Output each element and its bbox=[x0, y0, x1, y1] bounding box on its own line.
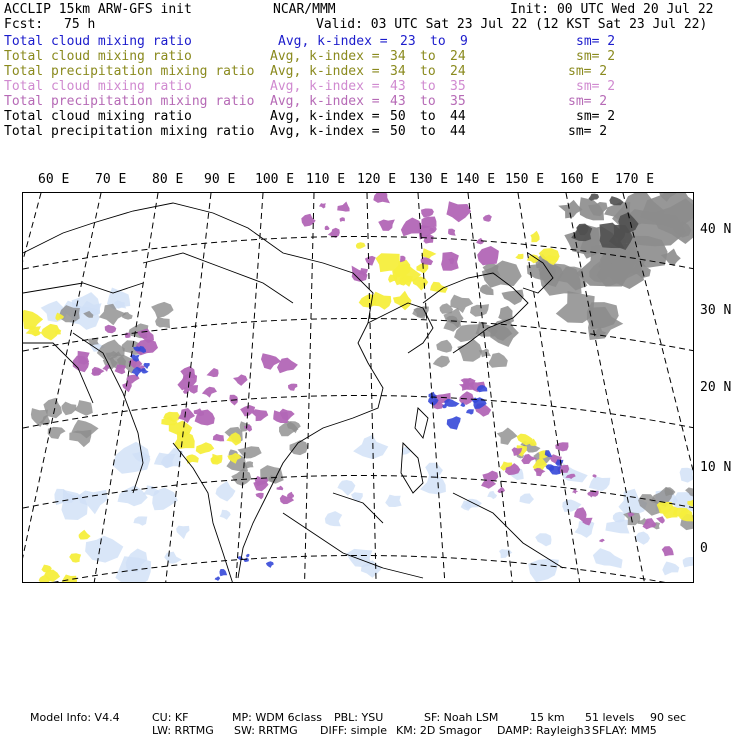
field-k-from: 23 bbox=[400, 34, 416, 49]
cloud-area-purple bbox=[256, 493, 264, 500]
field-to: to bbox=[420, 109, 436, 124]
field-k-from: 34 bbox=[390, 64, 406, 79]
model-info-item: DIFF: simple bbox=[320, 724, 388, 737]
cloud-area-purple bbox=[319, 203, 326, 208]
field-k-from: 43 bbox=[390, 94, 406, 109]
model-info-item: MP: WDM 6class bbox=[232, 711, 322, 724]
field-k-from: 34 bbox=[390, 49, 406, 64]
field-k-to: 9 bbox=[460, 34, 468, 49]
meridian-line bbox=[23, 193, 101, 583]
cloud-area-light bbox=[353, 435, 388, 459]
field-row bbox=[0, 79, 740, 94]
coastline bbox=[23, 283, 143, 293]
cloud-area-purple bbox=[421, 209, 434, 218]
longitude-label: 150 E bbox=[505, 172, 545, 187]
field-name: Total precipitation mixing ratio bbox=[4, 64, 255, 79]
cloud-area-blue bbox=[220, 569, 228, 576]
field-to: to bbox=[420, 49, 436, 64]
field-avg: Avg, k-index = bbox=[270, 94, 380, 109]
forecast-label: Fcst: bbox=[4, 17, 44, 32]
cloud-area-light bbox=[605, 519, 629, 533]
longitude-label: 140 E bbox=[456, 172, 496, 187]
meridian-line bbox=[305, 193, 314, 583]
model-info-item: DAMP: Rayleigh3 bbox=[497, 724, 591, 737]
cloud-area-purple bbox=[599, 539, 605, 543]
field-row bbox=[0, 124, 740, 139]
cloud-area-purple bbox=[534, 468, 546, 476]
cloud-area-gray bbox=[502, 290, 524, 306]
coastline bbox=[143, 253, 293, 303]
field-sm: sm= 2 bbox=[568, 124, 608, 139]
cloud-area-gray bbox=[433, 356, 450, 368]
cloud-area-dark bbox=[588, 194, 599, 201]
cloud-area-yellow bbox=[69, 553, 81, 562]
cloud-area-purple bbox=[340, 217, 345, 222]
longitude-label: 80 E bbox=[152, 172, 184, 187]
cloud-area-purple bbox=[446, 201, 471, 222]
cloud-area-light bbox=[535, 533, 551, 546]
field-avg: Avg, k-index = bbox=[270, 49, 380, 64]
model-info-item: LW: RRTMG bbox=[152, 724, 214, 737]
cloud-area-purple bbox=[477, 246, 499, 265]
field-sm: sm= 2 bbox=[568, 94, 608, 109]
field-avg: Avg, k-index = bbox=[270, 64, 380, 79]
longitude-label: 60 E bbox=[38, 172, 70, 187]
field-name: Total precipitation mixing ratio bbox=[4, 124, 255, 139]
cloud-area-gray bbox=[151, 302, 174, 318]
field-name: Total cloud mixing ratio bbox=[4, 109, 192, 124]
cloud-area-light bbox=[133, 516, 147, 525]
cloud-area-light bbox=[220, 510, 231, 520]
field-k-from: 50 bbox=[390, 124, 406, 139]
field-k-from: 43 bbox=[390, 79, 406, 94]
cloud-area-light bbox=[154, 453, 176, 469]
cloud-area-light bbox=[499, 549, 512, 558]
org-label: NCAR/MMM bbox=[273, 2, 336, 17]
cloud-area-light bbox=[337, 480, 355, 496]
valid-time: Valid: 03 UTC Sat 23 Jul 22 (12 KST Sat 23 Jul 22) bbox=[316, 17, 708, 32]
cloud-area-light bbox=[589, 476, 611, 491]
field-k-to: 24 bbox=[450, 49, 466, 64]
cloud-area-purple bbox=[233, 374, 248, 386]
meridian-line bbox=[166, 193, 212, 583]
cloud-area-purple bbox=[373, 193, 390, 203]
field-name: Total precipitation mixing ratio bbox=[4, 94, 255, 109]
field-avg: Avg, k-index = bbox=[270, 79, 380, 94]
latitude-label: 20 N bbox=[700, 380, 732, 395]
longitude-label: 130 E bbox=[409, 172, 449, 187]
longitude-label: 90 E bbox=[204, 172, 236, 187]
cloud-area-blue bbox=[447, 416, 461, 430]
cloud-area-yellow bbox=[174, 432, 195, 449]
cloud-area-light bbox=[593, 548, 623, 568]
meridian-line bbox=[367, 193, 376, 583]
cloud-area-yellow bbox=[212, 454, 223, 465]
field-row bbox=[0, 94, 740, 109]
cloud-area-light bbox=[385, 495, 402, 507]
field-sm: sm= 2 bbox=[576, 49, 616, 64]
cloud-area-purple bbox=[572, 489, 578, 494]
cloud-area-light bbox=[216, 481, 236, 502]
cloud-area-purple bbox=[337, 202, 349, 212]
field-to: to bbox=[420, 64, 436, 79]
cloud-area-blue bbox=[244, 558, 249, 562]
coastline bbox=[415, 408, 428, 438]
model-info-item: Model Info: V4.4 bbox=[30, 711, 120, 724]
field-row bbox=[0, 64, 740, 79]
cloud-area-blue bbox=[546, 464, 555, 471]
cloud-area-light bbox=[118, 485, 148, 506]
cloud-area-purple bbox=[448, 229, 456, 236]
cloud-area-blue bbox=[444, 399, 459, 407]
field-k-to: 24 bbox=[450, 64, 466, 79]
longitude-label: 110 E bbox=[306, 172, 346, 187]
field-row bbox=[0, 49, 740, 64]
field-to: to bbox=[420, 79, 436, 94]
cloud-area-light bbox=[351, 492, 363, 502]
cloud-area-light bbox=[662, 562, 679, 576]
field-k-to: 35 bbox=[450, 94, 466, 109]
cloud-area-purple bbox=[253, 481, 268, 492]
model-info-item: CU: KF bbox=[152, 711, 189, 724]
model-info-item: 15 km bbox=[530, 711, 565, 724]
cloud-area-gray bbox=[588, 307, 623, 340]
field-avg: Avg, k-index = bbox=[270, 109, 380, 124]
cloud-area-purple bbox=[288, 384, 297, 391]
field-k-from: 50 bbox=[390, 109, 406, 124]
model-info-item: SW: RRTMG bbox=[234, 724, 298, 737]
cloud-area-purple bbox=[662, 546, 674, 556]
latitude-label: 40 N bbox=[700, 222, 732, 237]
cloud-area-purple bbox=[378, 220, 395, 231]
cloud-area-purple bbox=[252, 409, 268, 421]
forecast-hour: 75 h bbox=[64, 17, 96, 32]
cloud-area-yellow bbox=[515, 254, 523, 259]
cloud-area-yellow bbox=[79, 530, 91, 540]
cloud-area-purple bbox=[498, 487, 506, 493]
model-info-item: KM: 2D Smagor bbox=[396, 724, 482, 737]
cloud-area-purple bbox=[92, 367, 105, 376]
cloud-area-purple bbox=[325, 226, 330, 231]
field-to: to bbox=[420, 124, 436, 139]
cloud-area-gray bbox=[231, 469, 251, 486]
cloud-area-purple bbox=[277, 358, 298, 374]
field-sm: sm= 2 bbox=[568, 64, 608, 79]
field-row bbox=[0, 34, 740, 49]
longitude-label: 160 E bbox=[560, 172, 600, 187]
model-info-item: PBL: YSU bbox=[334, 711, 384, 724]
model-info-item: 51 levels bbox=[585, 711, 635, 724]
forecast-map bbox=[22, 192, 694, 583]
field-name: Total cloud mixing ratio bbox=[4, 79, 192, 94]
init-time: Init: 00 UTC Wed 20 Jul 22 bbox=[510, 2, 714, 17]
cloud-area-purple bbox=[482, 471, 498, 481]
cloud-area-light bbox=[425, 463, 443, 478]
field-sm: sm= 2 bbox=[576, 79, 616, 94]
field-avg: Avg, k-index = bbox=[270, 124, 380, 139]
field-sm: sm= 2 bbox=[576, 34, 616, 49]
field-k-to: 44 bbox=[450, 124, 466, 139]
meridian-line bbox=[236, 193, 263, 583]
cloud-area-light bbox=[176, 526, 189, 540]
cloud-area-yellow bbox=[196, 442, 215, 454]
cloud-area-purple bbox=[587, 491, 594, 497]
field-to: to bbox=[420, 94, 436, 109]
latitude-label: 10 N bbox=[700, 460, 732, 475]
cloud-area-light bbox=[85, 536, 123, 563]
field-name: Total cloud mixing ratio bbox=[4, 49, 192, 64]
cloud-area-blue bbox=[466, 409, 474, 414]
cloud-area-light bbox=[164, 552, 182, 564]
cloud-area-yellow bbox=[517, 434, 533, 446]
field-sm: sm= 2 bbox=[576, 109, 616, 124]
cloud-area-light bbox=[519, 493, 534, 504]
cloud-area-light bbox=[487, 491, 497, 499]
cloud-area-blue bbox=[246, 554, 250, 558]
latitude-label: 30 N bbox=[700, 303, 732, 318]
cloud-area-dark bbox=[609, 196, 623, 205]
cloud-area-blue bbox=[215, 576, 221, 581]
cloud-area-purple bbox=[277, 486, 284, 491]
model-info-item: SFLAY: MM5 bbox=[592, 724, 657, 737]
cloud-area-light bbox=[112, 442, 150, 474]
field-avg: Avg, k-index = bbox=[278, 34, 388, 49]
cloud-area-light bbox=[683, 557, 694, 568]
model-info-item: SF: Noah LSM bbox=[424, 711, 499, 724]
cloud-area-blue bbox=[141, 368, 149, 374]
run-title: ACCLIP 15km ARW-GFS init bbox=[4, 2, 192, 17]
coastline bbox=[283, 513, 423, 578]
cloud-area-yellow bbox=[356, 242, 366, 249]
cloud-area-gray bbox=[75, 400, 93, 416]
cloud-area-blue bbox=[266, 561, 274, 568]
cloud-area-light bbox=[115, 556, 151, 583]
cloud-area-purple bbox=[105, 325, 117, 334]
cloud-area-gray bbox=[488, 353, 508, 368]
cloud-area-light bbox=[420, 475, 446, 494]
cloud-area-gray bbox=[470, 304, 489, 317]
cloud-area-gray bbox=[155, 317, 170, 329]
cloud-area-purple bbox=[202, 387, 217, 398]
latitude-label: 0 bbox=[700, 541, 708, 556]
field-to: to bbox=[430, 34, 446, 49]
field-row bbox=[0, 109, 740, 124]
cloud-area-yellow bbox=[393, 291, 412, 310]
cloud-area-light bbox=[464, 499, 482, 509]
cloud-area-gray bbox=[61, 402, 76, 416]
model-info-item: 90 sec bbox=[650, 711, 687, 724]
cloud-area-purple bbox=[207, 368, 219, 377]
longitude-label: 170 E bbox=[615, 172, 655, 187]
cloud-area-gray bbox=[497, 428, 518, 445]
longitude-label: 100 E bbox=[255, 172, 295, 187]
cloud-area-gray bbox=[436, 340, 452, 353]
cloud-area-yellow bbox=[530, 231, 539, 242]
cloud-area-purple bbox=[365, 256, 376, 266]
cloud-area-light bbox=[152, 488, 178, 511]
cloud-area-purple bbox=[213, 434, 224, 442]
map-canvas bbox=[23, 193, 694, 583]
longitude-label: 120 E bbox=[357, 172, 397, 187]
cloud-area-light bbox=[325, 511, 342, 526]
cloud-area-yellow bbox=[359, 294, 377, 308]
longitude-label: 70 E bbox=[95, 172, 127, 187]
cloud-area-light bbox=[680, 468, 694, 483]
field-k-to: 35 bbox=[450, 79, 466, 94]
cloud-area-purple bbox=[483, 215, 492, 222]
field-name: Total cloud mixing ratio bbox=[4, 34, 192, 49]
field-k-to: 44 bbox=[450, 109, 466, 124]
cloud-area-purple bbox=[178, 408, 195, 423]
cloud-area-light bbox=[635, 532, 650, 545]
